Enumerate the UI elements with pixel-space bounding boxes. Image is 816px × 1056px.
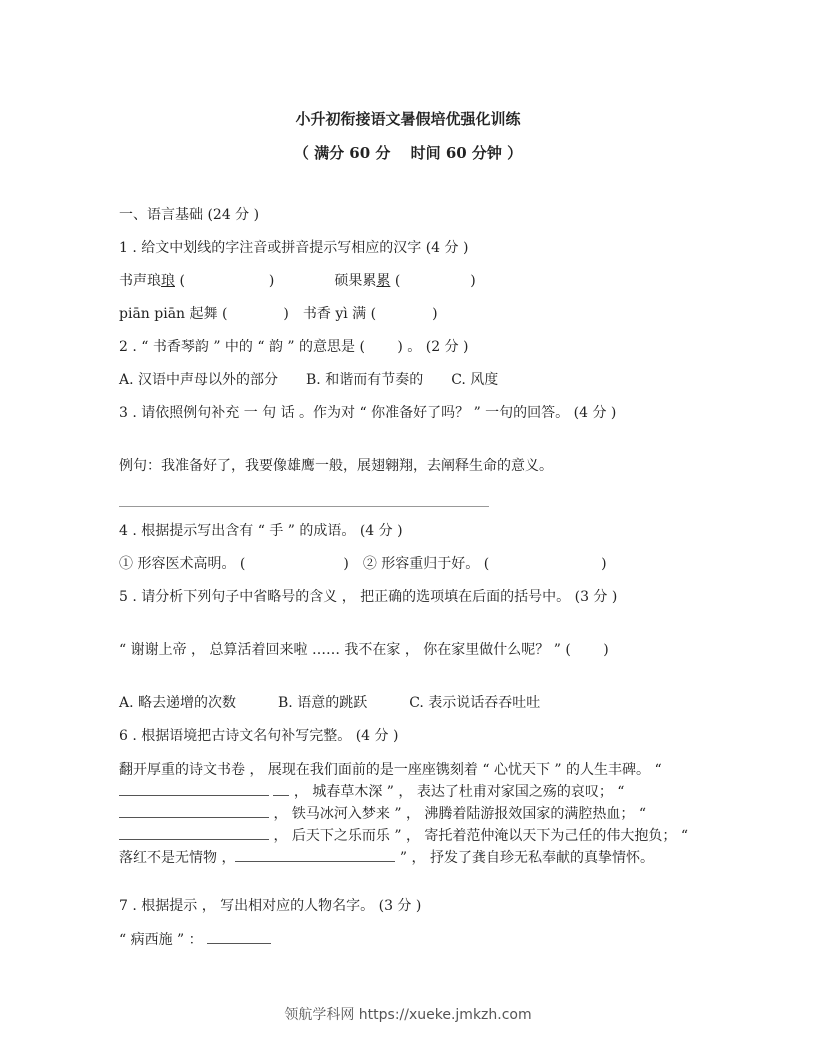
question-7-stem: 7 . 根据提示 ， 写出相对应的人物名字。 (3 分 ): [119, 898, 422, 914]
question-7-item: “ 病西施 ” ：: [119, 929, 699, 951]
answer-line: [119, 506, 489, 507]
blank-1[interactable]: [119, 781, 269, 796]
document-title: 小升初衔接语文暑假培优强化训练: [295, 110, 521, 128]
question-2-stem: 2 . “ 书香琴韵 ” 中的 “ 韵 ” 的意思是 ( ) 。 (2 分 ): [119, 339, 469, 355]
question-5-options: A. 略去递增的次数 B. 语意的跳跃 C. 表示说话吞吞吐吐: [119, 695, 541, 711]
blank-2[interactable]: [119, 803, 269, 818]
question-5-stem: 5 . 请分析下列句子中省略号的含义 ， 把正确的选项填在后面的括号中。 (3 分 ): [119, 589, 618, 605]
blank-q7[interactable]: [207, 929, 271, 944]
question-1-pinyin: piān piān 起舞 ( ) 书香 yì 满 ( ): [119, 306, 438, 322]
question-4-stem: 4 . 根据提示写出含有 “ 手 ” 的成语。 (4 分 ): [119, 523, 403, 539]
blank-3[interactable]: [119, 825, 269, 840]
question-3-stem: 3 . 请依照例句补充 一 句 话 。作为对 “ 你准备好了吗？ ” 一句的回答。 (4 分 ): [119, 405, 617, 421]
section-heading: 一、语言基础 (24 分 ): [119, 207, 260, 223]
question-6-passage: 翻开厚重的诗文书卷 ， 展现在我们面前的是一座座镌刻着 “ 心忧天下 ” 的人生丰碑。 “ ， 城春草木深 ” ， 表达了杜甫对家国之殇的哀叹； “ ， 铁马冰河入梦来 ” ， 沸腾着陆游报效国家的满腔热血； “ ， 后天下之乐而乐 ” ， 寄托着范仲淹以天下为己任的伟大抱负； “ 落红不是无情物 ， ” ， 抒发了龚自珍无私奉献的真挚情怀。: [119, 762, 689, 866]
question-1-stem: 1 . 给文中划线的字注音或拼音提示写相应的汉字 (4 分 ): [119, 240, 469, 256]
question-4-items: ① 形容医术高明。 ( ) ② 形容重归于好。 ( ): [119, 556, 607, 572]
question-3-example: 例句：我准备好了，我要像雄鹰一般，展翅翱翔，去阐释生命的意义。: [119, 458, 553, 474]
question-6-stem: 6 . 根据语境把古诗文名句补写完整。 (4 分 ): [119, 728, 399, 744]
q1-item-a: 书声琅琅 ( ): [119, 273, 275, 289]
q1-item-b: 硕果累累 ( ): [334, 273, 476, 289]
question-2-options: A. 汉语中声母以外的部分 B. 和谐而有节奏的 C. 风度: [119, 372, 499, 388]
document-subtitle: （ 满分 60 分 时间 60 分钟 ）: [293, 144, 523, 162]
question-5-quote: “ 谢谢上帝 ， 总算活着回来啦 …… 我不在家 ， 你在家里做什么呢？ ” ( ): [119, 642, 609, 658]
blank-4[interactable]: [235, 847, 395, 862]
footer-watermark: 领航学科网 https://xueke.jmkzh.com: [284, 1007, 532, 1023]
question-1-items: [119, 271, 699, 292]
